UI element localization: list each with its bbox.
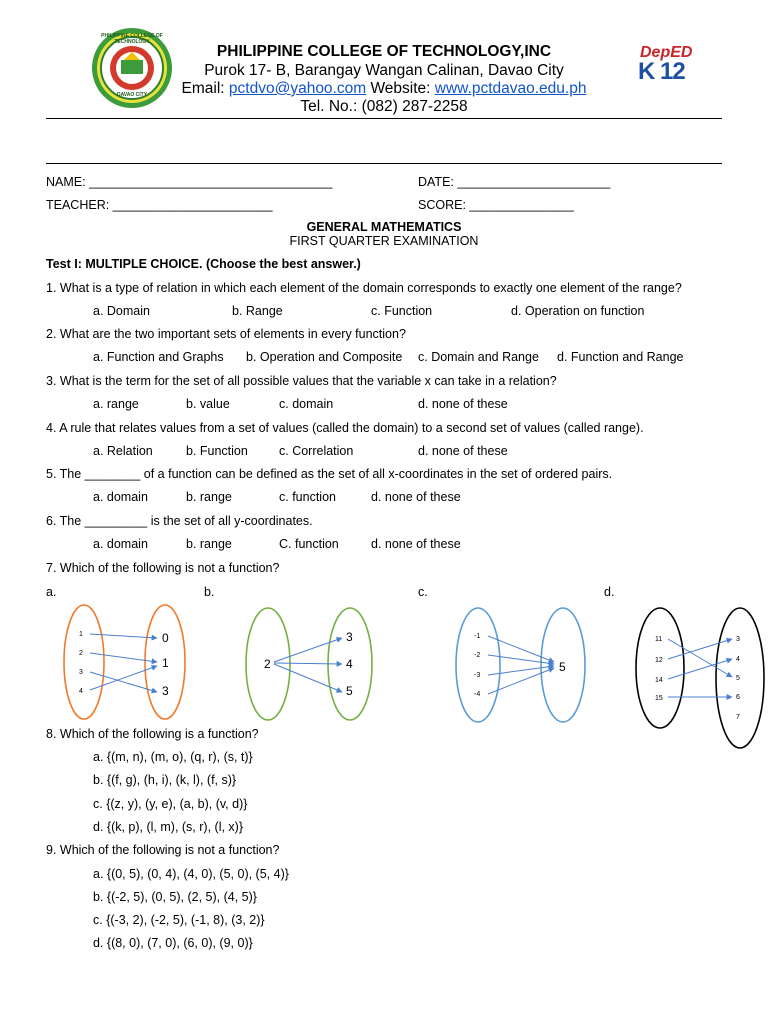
diagram-a-range-label: 1 <box>162 656 169 670</box>
diagram-b-range-label: 3 <box>346 630 353 644</box>
diagram-c-domain-label: -2 <box>474 652 481 659</box>
q3-option-d[interactable]: d. none of these <box>418 397 508 411</box>
q4-option-a[interactable]: a. Relation <box>93 444 153 458</box>
diagram-d-arrow <box>668 639 732 677</box>
college-logo-ring-text: PHILIPPINE COLLEGE OF TECHNOLOGY <box>101 33 163 45</box>
q1-option-b[interactable]: b. Range <box>232 304 283 318</box>
diagram-d-arrow <box>668 639 732 659</box>
score-field[interactable]: SCORE: _______________ <box>418 198 574 212</box>
k12-logo-text: K 12 <box>638 58 685 85</box>
college-logo-bottom-text: DAVAO CITY <box>116 92 148 98</box>
q9-option-b[interactable]: b. {(-2, 5), (0, 5), (2, 5), (4, 5)} <box>93 890 257 904</box>
diagram-c-arrow <box>488 668 554 694</box>
college-name: PHILIPPINE COLLEGE OF TECHNOLOGY,INC <box>216 43 552 60</box>
name-field[interactable]: NAME: ___________________________________ <box>46 175 333 189</box>
diagram-d-domain-label: 14 <box>655 677 663 684</box>
diagram-c-domain-oval <box>456 608 500 722</box>
q1-option-c[interactable]: c. Function <box>371 304 433 318</box>
q5-option-c[interactable]: c. function <box>279 490 336 504</box>
question-2: 2. What are the two important sets of elements in every function? <box>46 327 406 341</box>
q9-option-a[interactable]: a. {(0, 5), (0, 4), (4, 0), (5, 0), (5, 4)} <box>93 867 289 881</box>
diagram-a-domain-label: 3 <box>79 669 83 676</box>
exam-title: FIRST QUARTER EXAMINATION <box>289 234 479 248</box>
question-3: 3. What is the term for the set of all possible values that the variable x can take in a relation? <box>46 374 557 388</box>
diagram-b-arrow <box>274 664 342 692</box>
q5-option-a[interactable]: a. domain <box>93 490 148 504</box>
diagram-c <box>456 608 585 722</box>
q8-option-d[interactable]: d. {(k, p), (l, m), (s, r), (l, x)} <box>93 820 243 834</box>
diagram-b-range-label: 4 <box>346 657 353 671</box>
diagram-c-domain-label: -1 <box>474 633 481 640</box>
diagram-a-range-label: 0 <box>162 631 169 645</box>
diagram-a-range-label: 3 <box>162 684 169 698</box>
question-7: 7. Which of the following is not a function? <box>46 561 280 575</box>
q6-option-c[interactable]: C. function <box>279 537 339 551</box>
diagram-d-range-label: 5 <box>736 675 740 682</box>
q2-option-c[interactable]: c. Domain and Range <box>418 350 539 364</box>
q8-option-a[interactable]: a. {(m, n), (m, o), (q, r), (s, t)} <box>93 750 253 764</box>
q3-option-c[interactable]: c. domain <box>279 397 334 411</box>
diagram-c-arrow <box>488 636 554 662</box>
question-1: 1. What is a type of relation in which each element of the domain corresponds to exactly one element of the range? <box>46 281 682 295</box>
q6-option-a[interactable]: a. domain <box>93 537 148 551</box>
diagram-a-domain-label: 1 <box>79 631 83 638</box>
question-9: 9. Which of the following is not a function? <box>46 843 280 857</box>
q5-option-d[interactable]: d. none of these <box>371 490 461 504</box>
q4-option-b[interactable]: b. Function <box>186 444 248 458</box>
diagram-a-domain-oval <box>64 605 104 719</box>
telephone: Tel. No.: (082) 287-2258 <box>300 98 468 115</box>
diagram-b-range-label: 5 <box>346 684 353 698</box>
q9-option-c[interactable]: c. {(-3, 2), (-2, 5), (-1, 8), (3, 2)} <box>93 913 265 927</box>
diagram-a-arrow <box>90 653 157 662</box>
deped-logo-text: DepED <box>640 44 693 61</box>
q8-option-b[interactable]: b. {(f, g), (h, i), (k, l), (f, s)} <box>93 773 237 787</box>
diagram-d-range-label: 7 <box>736 714 740 721</box>
diagram-d <box>636 608 764 748</box>
email-label: Email: <box>181 80 229 97</box>
website-label: Website: <box>366 80 435 97</box>
diagram-a-domain-label: 4 <box>79 688 83 695</box>
diagram-d-range-oval <box>716 608 764 748</box>
diagram-d-domain-label: 11 <box>655 636 663 643</box>
diagram-b-arrow <box>274 663 342 664</box>
q4-option-d[interactable]: d. none of these <box>418 444 508 458</box>
diagram-a <box>64 605 185 719</box>
question-4: 4. A rule that relates values from a set of values (called the domain) to a second set of values (called range). <box>46 421 644 435</box>
diagram-b <box>246 608 372 720</box>
diagram-d-domain-label: 15 <box>655 695 663 702</box>
website-link[interactable]: www.pctdavao.edu.ph <box>434 80 587 97</box>
diagram-c-arrow <box>488 666 554 675</box>
q7-option-d[interactable]: d. <box>604 585 615 599</box>
diagram-c-domain-label: -3 <box>474 672 481 679</box>
diagram-d-domain-oval <box>636 608 684 728</box>
diagram-d-range-label: 4 <box>736 656 740 663</box>
q2-option-a[interactable]: a. Function and Graphs <box>93 350 224 364</box>
diagram-c-arrow <box>488 655 554 664</box>
q3-option-a[interactable]: a. range <box>93 397 139 411</box>
q2-option-d[interactable]: d. Function and Range <box>557 350 684 364</box>
diagram-a-domain-label: 2 <box>79 650 83 657</box>
q1-option-d[interactable]: d. Operation on function <box>511 304 645 318</box>
question-8: 8. Which of the following is a function? <box>46 727 259 741</box>
q1-option-a[interactable]: a. Domain <box>93 304 150 318</box>
q7-option-b[interactable]: b. <box>204 585 215 599</box>
diagram-d-range-label: 3 <box>736 636 740 643</box>
exam-subject: GENERAL MATHEMATICS <box>306 220 462 234</box>
diagram-c-domain-label: -4 <box>474 691 481 698</box>
teacher-field[interactable]: TEACHER: _______________________ <box>46 198 273 212</box>
diagram-d-range-label: 6 <box>736 694 740 701</box>
diagram-c-range-label: 5 <box>559 660 566 674</box>
diagram-b-domain-label: 2 <box>264 657 271 671</box>
diagram-d-domain-label: 12 <box>655 657 663 664</box>
q6-option-d[interactable]: d. none of these <box>371 537 461 551</box>
q6-option-b[interactable]: b. range <box>186 537 232 551</box>
q5-option-b[interactable]: b. range <box>186 490 232 504</box>
q7-option-a[interactable]: a. <box>46 585 57 599</box>
q8-option-c[interactable]: c. {(z, y), (y, e), (a, b), (v, d)} <box>93 797 248 811</box>
q9-option-d[interactable]: d. {(8, 0), (7, 0), (6, 0), (9, 0)} <box>93 936 253 950</box>
q3-option-b[interactable]: b. value <box>186 397 230 411</box>
question-6: 6. The _________ is the set of all y-coordinates. <box>46 514 313 528</box>
question-5: 5. The ________ of a function can be defined as the set of all x-coordinates in the set of ordered pairs. <box>46 467 613 481</box>
date-field[interactable]: DATE: ______________________ <box>418 175 611 189</box>
q2-option-b[interactable]: b. Operation and Composite <box>246 350 403 364</box>
diagram-d-arrow <box>668 659 732 679</box>
diagram-b-arrow <box>274 638 342 662</box>
q4-option-c[interactable]: c. Correlation <box>279 444 354 458</box>
college-address: Purok 17- B, Barangay Wangan Calinan, Davao City <box>204 62 564 79</box>
test-heading: Test I: MULTIPLE CHOICE. (Choose the best answer.) <box>46 257 361 271</box>
q7-option-c[interactable]: c. <box>418 585 428 599</box>
email-link[interactable]: pctdvo@yahoo.com <box>228 80 367 97</box>
